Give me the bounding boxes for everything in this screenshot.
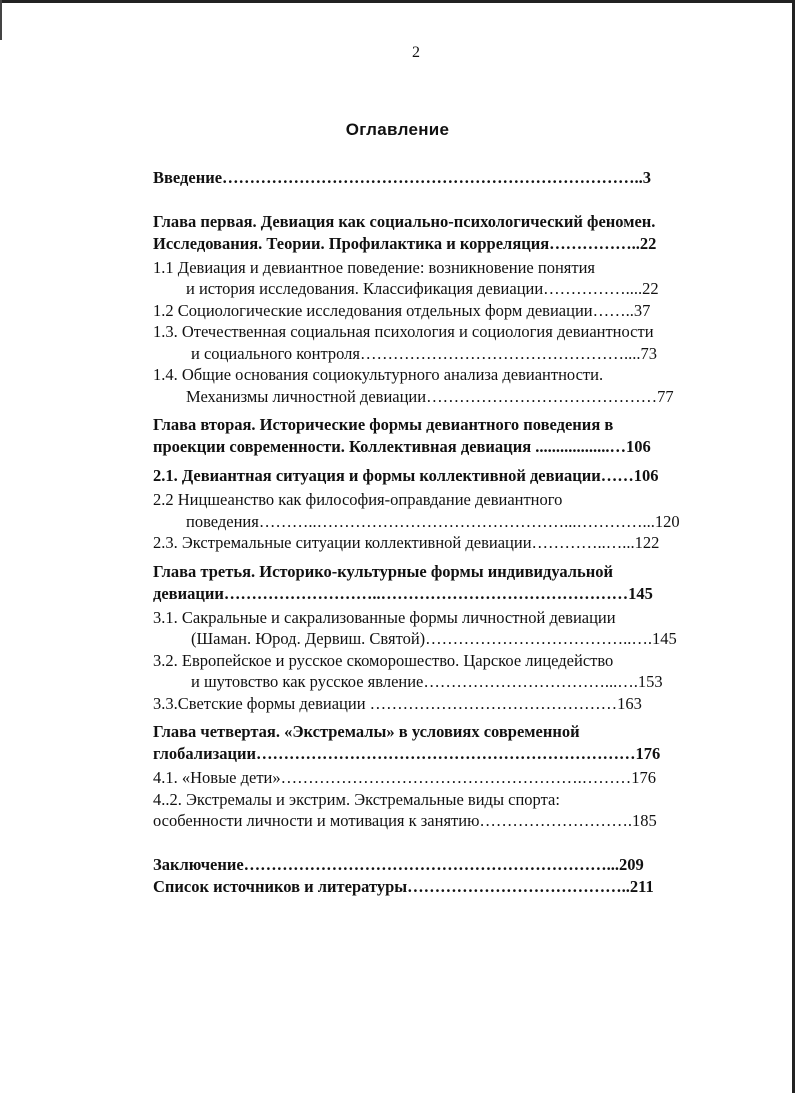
toc-section-2-3: 2.3. Экстремальные ситуации коллективной девиации…………..…...122 [153,533,660,552]
toc-section-1-4-cont: Механизмы личностной девиации……………………………………77 [186,386,674,406]
toc-section-3-2-cont: и шутовство как русское явление……………………………...….153 [191,672,663,691]
toc-section-3-3: 3.3.Светские формы девиации ………………………………………163 [153,693,642,713]
toc-section-1-2: 1.2 Социологические исследования отдельных форм девиации……..37 [153,300,651,320]
toc-chapter-3-heading-cont: девиации………………………..………………………………………145 [153,583,653,603]
page-number: 2 [412,44,420,61]
toc-intro: Введение…………………………………………………………………..3 [153,168,652,187]
toc-chapter-1-heading: Глава первая. Девиация как социально-психологический феномен. [153,211,656,231]
toc-chapter-4-heading-cont: глобализации……………………………………………………………176 [153,744,661,763]
toc-section-4-1: 4.1. «Новые дети»……………………………………………….………176 [153,768,657,787]
toc-sources: Список источников и литературы…………………………………..211 [153,876,654,896]
toc-chapter-4-heading: Глава четвертая. «Экстремалы» в условиях современной [153,722,580,741]
toc-section-1-4: 1.4. Общие основания социокультурного анализа девиантности. [153,365,604,384]
toc-section-3-1-cont: (Шаман. Юрод. Дервиш. Святой)………………………………..….145 [191,629,677,648]
toc-section-3-2: 3.2. Европейское и русское скоморошество. Царское лицедейство [153,650,614,670]
toc-section-4-2: 4..2. Экстремалы и экстрим. Экстремальные виды спорта: [153,789,560,809]
toc-section-2-2: 2.2 Ницшеанство как философия-оправдание девиантного [153,490,563,509]
toc-section-1-3: 1.3. Отечественная социальная психология и социология девиантности [153,322,654,341]
toc-section-1-1-cont: и история исследования. Классификация девиации……………....22 [186,279,659,298]
scan-border-top [0,0,795,3]
toc-conclusion: Заключение…………………………………………………………...209 [153,854,644,874]
page-title: Оглавление [345,120,450,139]
toc-section-2-2-cont: поведения………..………………………………………...…………...120 [186,511,680,531]
toc-chapter-2-heading: Глава вторая. Исторические формы девиантного поведения в [153,415,614,434]
toc-section-4-2-cont: особенности личности и мотивация к занятию……………………….185 [153,811,657,830]
toc-section-3-1: 3.1. Сакральные и сакрализованные формы личностной девиации [153,607,616,627]
toc-chapter-1-heading-cont: Исследования. Теории. Профилактика и корреляция……………..22 [153,233,657,253]
scan-border-left [0,0,2,40]
table-of-contents [153,167,733,898]
toc-chapter-3-heading: Глава третья. Историко-культурные формы индивидуальной [153,561,614,581]
toc-section-2-1: 2.1. Девиантная ситуация и формы коллективной девиации……106 [153,466,659,485]
toc-section-1-1: 1.1 Девиация и девиантное поведение: возникновение понятия [153,257,595,277]
toc-chapter-2-heading-cont: проекции современности. Коллективная девиация ..................…106 [153,437,651,456]
toc-section-1-3-cont: и социального контроля…………………………………………....73 [191,343,658,363]
